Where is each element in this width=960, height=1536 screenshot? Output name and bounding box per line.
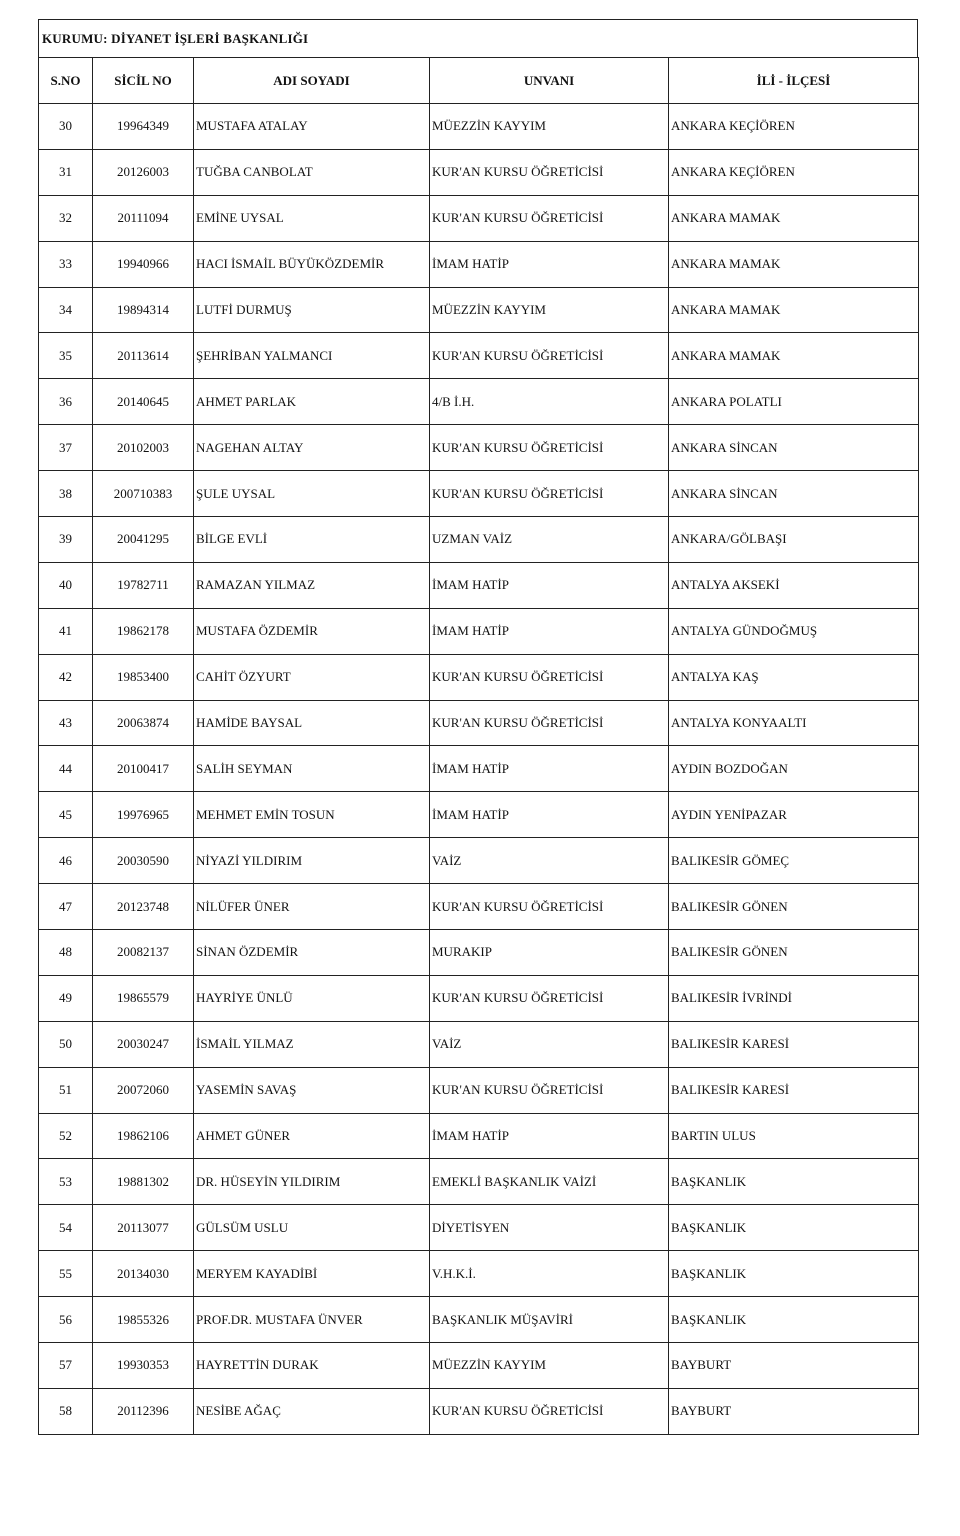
cell-sno: 35	[39, 333, 93, 379]
cell-name: HAMİDE BAYSAL	[194, 700, 430, 746]
cell-title: KUR'AN KURSU ÖĞRETİCİSİ	[430, 425, 669, 471]
table-row	[39, 471, 919, 517]
cell-place: BALIKESİR KARESİ	[669, 1067, 919, 1113]
cell-name: MUSTAFA ÖZDEMİR	[194, 608, 430, 654]
cell-place: BALIKESİR KARESİ	[669, 1021, 919, 1067]
cell-title: V.H.K.İ.	[430, 1251, 669, 1297]
cell-place: BALIKESİR GÖNEN	[669, 930, 919, 976]
cell-sicil-no: 19894314	[93, 287, 194, 333]
cell-title: İMAM HATİP	[430, 562, 669, 608]
table-row	[39, 425, 919, 471]
header-name: ADI SOYADI	[194, 58, 430, 104]
cell-sno: 37	[39, 425, 93, 471]
cell-name: LUTFİ DURMUŞ	[194, 287, 430, 333]
cell-sno: 33	[39, 241, 93, 287]
table-row	[39, 195, 919, 241]
cell-sicil-no: 20072060	[93, 1067, 194, 1113]
cell-name: AHMET PARLAK	[194, 379, 430, 425]
cell-title: MÜEZZİN KAYYIM	[430, 104, 669, 150]
cell-title: KUR'AN KURSU ÖĞRETİCİSİ	[430, 333, 669, 379]
cell-place: AYDIN BOZDOĞAN	[669, 746, 919, 792]
cell-sno: 44	[39, 746, 93, 792]
cell-sicil-no: 19881302	[93, 1159, 194, 1205]
table-row	[39, 241, 919, 287]
cell-sicil-no: 20113614	[93, 333, 194, 379]
table-row	[39, 1067, 919, 1113]
cell-title: BAŞKANLIK MÜŞAVİRİ	[430, 1297, 669, 1343]
document-sheet	[38, 19, 918, 1435]
table-row	[39, 149, 919, 195]
header-sno: S.NO	[39, 58, 93, 104]
cell-name: SALİH SEYMAN	[194, 746, 430, 792]
cell-place: BAŞKANLIK	[669, 1297, 919, 1343]
cell-name: YASEMİN SAVAŞ	[194, 1067, 430, 1113]
cell-name: DR. HÜSEYİN YILDIRIM	[194, 1159, 430, 1205]
cell-name: BİLGE EVLİ	[194, 517, 430, 563]
cell-sno: 52	[39, 1113, 93, 1159]
cell-sno: 54	[39, 1205, 93, 1251]
cell-sicil-no: 20082137	[93, 930, 194, 976]
table-row	[39, 1159, 919, 1205]
cell-place: ANKARA MAMAK	[669, 333, 919, 379]
cell-sicil-no: 20140645	[93, 379, 194, 425]
cell-sicil-no: 19855326	[93, 1297, 194, 1343]
cell-sno: 46	[39, 838, 93, 884]
table-row	[39, 608, 919, 654]
cell-sno: 39	[39, 517, 93, 563]
cell-place: BAŞKANLIK	[669, 1159, 919, 1205]
cell-sno: 43	[39, 700, 93, 746]
header-sicil-no: SİCİL NO	[93, 58, 194, 104]
cell-place: ANTALYA AKSEKİ	[669, 562, 919, 608]
cell-place: ANKARA KEÇİÖREN	[669, 149, 919, 195]
cell-sicil-no: 20030247	[93, 1021, 194, 1067]
table-row	[39, 975, 919, 1021]
cell-sno: 38	[39, 471, 93, 517]
cell-place: ANKARA SİNCAN	[669, 425, 919, 471]
cell-sicil-no: 20111094	[93, 195, 194, 241]
table-row	[39, 746, 919, 792]
cell-sno: 40	[39, 562, 93, 608]
cell-sno: 30	[39, 104, 93, 150]
cell-place: AYDIN YENİPAZAR	[669, 792, 919, 838]
cell-sicil-no: 20134030	[93, 1251, 194, 1297]
cell-sno: 32	[39, 195, 93, 241]
cell-title: EMEKLİ BAŞKANLIK VAİZİ	[430, 1159, 669, 1205]
cell-place: BAYBURT	[669, 1343, 919, 1389]
cell-sno: 57	[39, 1343, 93, 1389]
cell-title: 4/B İ.H.	[430, 379, 669, 425]
table-row	[39, 792, 919, 838]
table-row	[39, 1021, 919, 1067]
cell-name: HAYRETTİN DURAK	[194, 1343, 430, 1389]
table-row	[39, 1251, 919, 1297]
table-row	[39, 700, 919, 746]
personnel-table	[38, 57, 919, 1435]
cell-name: ŞEHRİBAN YALMANCI	[194, 333, 430, 379]
table-row	[39, 930, 919, 976]
cell-name: CAHİT ÖZYURT	[194, 654, 430, 700]
cell-title: KUR'AN KURSU ÖĞRETİCİSİ	[430, 471, 669, 517]
cell-title: İMAM HATİP	[430, 608, 669, 654]
table-row	[39, 1205, 919, 1251]
cell-sno: 50	[39, 1021, 93, 1067]
cell-place: ANKARA KEÇİÖREN	[669, 104, 919, 150]
cell-title: KUR'AN KURSU ÖĞRETİCİSİ	[430, 1067, 669, 1113]
table-row	[39, 884, 919, 930]
cell-name: AHMET GÜNER	[194, 1113, 430, 1159]
cell-title: DİYETİSYEN	[430, 1205, 669, 1251]
cell-sicil-no: 19964349	[93, 104, 194, 150]
cell-place: ANKARA MAMAK	[669, 287, 919, 333]
cell-name: NESİBE AĞAÇ	[194, 1388, 430, 1434]
cell-sicil-no: 19782711	[93, 562, 194, 608]
cell-place: BARTIN ULUS	[669, 1113, 919, 1159]
cell-title: MÜEZZİN KAYYIM	[430, 287, 669, 333]
cell-sno: 58	[39, 1388, 93, 1434]
table-row	[39, 104, 919, 150]
cell-sicil-no: 20123748	[93, 884, 194, 930]
cell-place: ANTALYA KONYAALTI	[669, 700, 919, 746]
cell-title: İMAM HATİP	[430, 241, 669, 287]
cell-place: ANKARA/GÖLBAŞI	[669, 517, 919, 563]
cell-sno: 42	[39, 654, 93, 700]
cell-place: ANKARA MAMAK	[669, 195, 919, 241]
cell-title: MURAKIP	[430, 930, 669, 976]
cell-sno: 36	[39, 379, 93, 425]
cell-title: İMAM HATİP	[430, 746, 669, 792]
cell-title: MÜEZZİN KAYYIM	[430, 1343, 669, 1389]
cell-sno: 48	[39, 930, 93, 976]
cell-sicil-no: 19862106	[93, 1113, 194, 1159]
cell-name: HACI İSMAİL BÜYÜKÖZDEMİR	[194, 241, 430, 287]
cell-sno: 45	[39, 792, 93, 838]
table-header-row	[39, 58, 919, 104]
institution-heading: KURUMU: DİYANET İŞLERİ BAŞKANLIĞI	[38, 19, 918, 57]
cell-sicil-no: 19853400	[93, 654, 194, 700]
cell-sicil-no: 20030590	[93, 838, 194, 884]
table-row	[39, 287, 919, 333]
table-row	[39, 517, 919, 563]
cell-name: PROF.DR. MUSTAFA ÜNVER	[194, 1297, 430, 1343]
cell-place: ANKARA POLATLI	[669, 379, 919, 425]
cell-sicil-no: 19862178	[93, 608, 194, 654]
cell-sicil-no: 20063874	[93, 700, 194, 746]
cell-place: ANTALYA KAŞ	[669, 654, 919, 700]
cell-title: KUR'AN KURSU ÖĞRETİCİSİ	[430, 654, 669, 700]
table-row	[39, 654, 919, 700]
cell-title: KUR'AN KURSU ÖĞRETİCİSİ	[430, 700, 669, 746]
cell-sno: 31	[39, 149, 93, 195]
table-row	[39, 1113, 919, 1159]
cell-title: VAİZ	[430, 1021, 669, 1067]
cell-place: BALIKESİR İVRİNDİ	[669, 975, 919, 1021]
cell-name: TUĞBA CANBOLAT	[194, 149, 430, 195]
table-row	[39, 838, 919, 884]
cell-sicil-no: 20126003	[93, 149, 194, 195]
cell-name: NİYAZİ YILDIRIM	[194, 838, 430, 884]
cell-name: MEHMET EMİN TOSUN	[194, 792, 430, 838]
cell-sicil-no: 19865579	[93, 975, 194, 1021]
cell-sicil-no: 20102003	[93, 425, 194, 471]
cell-place: ANKARA SİNCAN	[669, 471, 919, 517]
cell-title: İMAM HATİP	[430, 1113, 669, 1159]
cell-sno: 41	[39, 608, 93, 654]
cell-name: NİLÜFER ÜNER	[194, 884, 430, 930]
cell-sicil-no: 20100417	[93, 746, 194, 792]
header-place: İLİ - İLÇESİ	[669, 58, 919, 104]
cell-place: ANKARA MAMAK	[669, 241, 919, 287]
cell-sicil-no: 20112396	[93, 1388, 194, 1434]
cell-place: BAYBURT	[669, 1388, 919, 1434]
cell-sicil-no: 19976965	[93, 792, 194, 838]
table-row	[39, 1343, 919, 1389]
cell-name: GÜLSÜM USLU	[194, 1205, 430, 1251]
table-row	[39, 1297, 919, 1343]
cell-name: NAGEHAN ALTAY	[194, 425, 430, 471]
table-row	[39, 379, 919, 425]
cell-sno: 49	[39, 975, 93, 1021]
cell-sno: 55	[39, 1251, 93, 1297]
cell-sicil-no: 20041295	[93, 517, 194, 563]
cell-title: KUR'AN KURSU ÖĞRETİCİSİ	[430, 1388, 669, 1434]
cell-place: BAŞKANLIK	[669, 1251, 919, 1297]
cell-place: BAŞKANLIK	[669, 1205, 919, 1251]
cell-name: EMİNE UYSAL	[194, 195, 430, 241]
cell-name: ŞULE UYSAL	[194, 471, 430, 517]
cell-place: ANTALYA GÜNDOĞMUŞ	[669, 608, 919, 654]
cell-title: VAİZ	[430, 838, 669, 884]
cell-sno: 56	[39, 1297, 93, 1343]
cell-sicil-no: 20113077	[93, 1205, 194, 1251]
cell-name: İSMAİL YILMAZ	[194, 1021, 430, 1067]
cell-title: UZMAN VAİZ	[430, 517, 669, 563]
cell-name: HAYRİYE ÜNLÜ	[194, 975, 430, 1021]
header-title: UNVANI	[430, 58, 669, 104]
cell-sicil-no: 200710383	[93, 471, 194, 517]
cell-sicil-no: 19940966	[93, 241, 194, 287]
table-row	[39, 333, 919, 379]
cell-name: MERYEM KAYADİBİ	[194, 1251, 430, 1297]
cell-place: BALIKESİR GÖNEN	[669, 884, 919, 930]
cell-sno: 34	[39, 287, 93, 333]
cell-sno: 47	[39, 884, 93, 930]
cell-title: KUR'AN KURSU ÖĞRETİCİSİ	[430, 149, 669, 195]
table-row	[39, 1388, 919, 1434]
cell-title: KUR'AN KURSU ÖĞRETİCİSİ	[430, 195, 669, 241]
cell-place: BALIKESİR GÖMEÇ	[669, 838, 919, 884]
cell-sno: 53	[39, 1159, 93, 1205]
cell-name: SİNAN ÖZDEMİR	[194, 930, 430, 976]
cell-title: KUR'AN KURSU ÖĞRETİCİSİ	[430, 884, 669, 930]
cell-title: KUR'AN KURSU ÖĞRETİCİSİ	[430, 975, 669, 1021]
cell-title: İMAM HATİP	[430, 792, 669, 838]
cell-name: RAMAZAN YILMAZ	[194, 562, 430, 608]
cell-name: MUSTAFA ATALAY	[194, 104, 430, 150]
cell-sno: 51	[39, 1067, 93, 1113]
table-row	[39, 562, 919, 608]
cell-sicil-no: 19930353	[93, 1343, 194, 1389]
